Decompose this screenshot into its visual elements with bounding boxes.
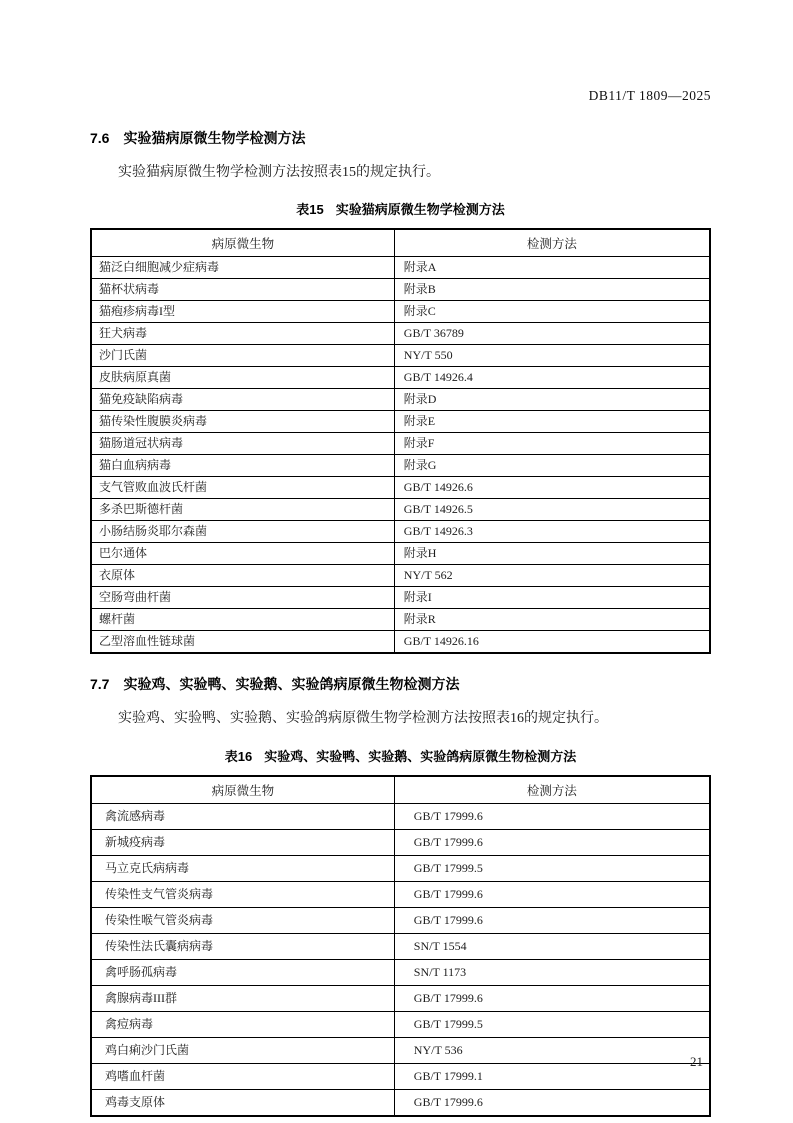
method-cell: NY/T 562 xyxy=(394,565,710,587)
table-row xyxy=(91,257,710,279)
table-row xyxy=(91,345,710,367)
pathogen-cell: 空肠弯曲杆菌 xyxy=(91,587,394,609)
pathogen-cell: 猫传染性腹膜炎病毒 xyxy=(91,411,394,433)
table-row xyxy=(91,565,710,587)
method-cell: 附录C xyxy=(394,301,710,323)
section-7-7-paragraph: 实验鸡、实验鸭、实验鹅、实验鸽病原微生物学检测方法按照表16的规定执行。 xyxy=(118,711,608,727)
column-header-pathogen: 病原微生物 xyxy=(91,776,394,804)
pathogen-cell: 猫免疫缺陷病毒 xyxy=(91,389,394,411)
section-7-6-heading xyxy=(90,128,711,148)
table-caption-label: 表16 xyxy=(224,748,253,764)
table-header-row xyxy=(91,776,710,804)
method-cell: GB/T 14926.5 xyxy=(394,499,710,521)
pathogen-cell: 禽流感病毒 xyxy=(91,803,394,829)
table-15-caption xyxy=(90,199,711,218)
pathogen-cell: 支气管败血波氏杆菌 xyxy=(91,477,394,499)
table-row xyxy=(91,587,710,609)
pathogen-cell: 禽腺病毒III群 xyxy=(91,985,394,1011)
table-row xyxy=(91,433,710,455)
table-row xyxy=(91,829,710,855)
table-row xyxy=(91,959,710,985)
pathogen-cell: 鸡嗜血杆菌 xyxy=(91,1063,394,1089)
method-cell: SN/T 1173 xyxy=(394,959,710,985)
table-row xyxy=(91,411,710,433)
table-row xyxy=(91,881,710,907)
table-row xyxy=(91,455,710,477)
table-caption-title: 实验猫病原微生物学检测方法 xyxy=(335,202,505,218)
pathogen-cell: 巴尔通体 xyxy=(91,543,394,565)
pathogen-cell: 传染性喉气管炎病毒 xyxy=(91,907,394,933)
table-row xyxy=(91,323,710,345)
table-caption-title: 实验鸡、实验鸭、实验鹅、实验鸽病原微生物检测方法 xyxy=(264,748,577,764)
method-cell: GB/T 17999.6 xyxy=(394,829,710,855)
method-cell: GB/T 17999.5 xyxy=(394,1011,710,1037)
section-number: 7.6 xyxy=(90,130,110,146)
column-header-method: 检测方法 xyxy=(394,229,710,257)
table-header-row xyxy=(91,229,710,257)
method-cell: GB/T 17999.6 xyxy=(394,1089,710,1116)
table-16-caption xyxy=(90,746,711,765)
pathogen-cell: 衣原体 xyxy=(91,565,394,587)
table-row xyxy=(91,907,710,933)
table-row xyxy=(91,855,710,881)
pathogen-cell: 狂犬病毒 xyxy=(91,323,394,345)
method-cell: GB/T 14926.6 xyxy=(394,477,710,499)
method-cell: GB/T 17999.5 xyxy=(394,855,710,881)
pathogen-cell: 传染性支气管炎病毒 xyxy=(91,881,394,907)
pathogen-cell: 多杀巴斯德杆菌 xyxy=(91,499,394,521)
pathogen-cell: 猫杯状病毒 xyxy=(91,279,394,301)
pathogen-cell: 乙型溶血性链球菌 xyxy=(91,631,394,654)
method-cell: 附录F xyxy=(394,433,710,455)
method-cell: 附录A xyxy=(394,257,710,279)
method-cell: GB/T 17999.6 xyxy=(394,803,710,829)
method-cell: NY/T 536 xyxy=(394,1037,710,1063)
method-cell: 附录G xyxy=(394,455,710,477)
table-15 xyxy=(90,228,711,654)
section-title: 实验猫病原微生物学检测方法 xyxy=(123,130,306,146)
table-row xyxy=(91,985,710,1011)
method-cell: 附录R xyxy=(394,609,710,631)
section-7-7-heading xyxy=(90,674,711,694)
table-row xyxy=(91,301,710,323)
table-row xyxy=(91,367,710,389)
method-cell: 附录D xyxy=(394,389,710,411)
method-cell: GB/T 36789 xyxy=(394,323,710,345)
pathogen-cell: 猫泛白细胞减少症病毒 xyxy=(91,257,394,279)
method-cell: GB/T 14926.3 xyxy=(394,521,710,543)
method-cell: GB/T 14926.16 xyxy=(394,631,710,654)
pathogen-cell: 禽呼肠孤病毒 xyxy=(91,959,394,985)
table-row xyxy=(91,499,710,521)
pathogen-cell: 传染性法氏囊病病毒 xyxy=(91,933,394,959)
table-row xyxy=(91,477,710,499)
table-row xyxy=(91,1063,710,1089)
method-cell: NY/T 550 xyxy=(394,345,710,367)
pathogen-cell: 禽痘病毒 xyxy=(91,1011,394,1037)
method-cell: 附录H xyxy=(394,543,710,565)
section-7-6-paragraph: 实验猫病原微生物学检测方法按照表15的规定执行。 xyxy=(118,165,440,180)
method-cell: GB/T 17999.1 xyxy=(394,1063,710,1089)
pathogen-cell: 小肠结肠炎耶尔森菌 xyxy=(91,521,394,543)
method-cell: 附录E xyxy=(394,411,710,433)
table-row xyxy=(91,933,710,959)
table-row xyxy=(91,609,710,631)
pathogen-cell: 猫白血病病毒 xyxy=(91,455,394,477)
column-header-method: 检测方法 xyxy=(394,776,710,804)
section-number: 7.7 xyxy=(90,676,110,693)
table-caption-label: 表15 xyxy=(296,202,324,218)
standard-number-header: DB11/T 1809—2025 xyxy=(588,88,711,103)
pathogen-cell: 新城疫病毒 xyxy=(91,829,394,855)
table-row xyxy=(91,1089,710,1116)
table-row xyxy=(91,1011,710,1037)
section-title: 实验鸡、实验鸭、实验鹅、实验鸽病原微生物检测方法 xyxy=(123,676,460,693)
table-row xyxy=(91,1037,710,1063)
table-row xyxy=(91,521,710,543)
pathogen-cell: 沙门氏菌 xyxy=(91,345,394,367)
method-cell: 附录B xyxy=(394,279,710,301)
page-number: 21 xyxy=(690,1054,703,1069)
column-header-pathogen: 病原微生物 xyxy=(91,229,394,257)
method-cell: SN/T 1554 xyxy=(394,933,710,959)
pathogen-cell: 皮肤病原真菌 xyxy=(91,367,394,389)
pathogen-cell: 螺杆菌 xyxy=(91,609,394,631)
method-cell: GB/T 17999.6 xyxy=(394,881,710,907)
method-cell: GB/T 14926.4 xyxy=(394,367,710,389)
pathogen-cell: 鸡毒支原体 xyxy=(91,1089,394,1116)
pathogen-cell: 猫疱疹病毒I型 xyxy=(91,301,394,323)
method-cell: GB/T 17999.6 xyxy=(394,985,710,1011)
table-row xyxy=(91,389,710,411)
table-row xyxy=(91,631,710,654)
pathogen-cell: 马立克氏病病毒 xyxy=(91,855,394,881)
table-row xyxy=(91,279,710,301)
method-cell: 附录I xyxy=(394,587,710,609)
pathogen-cell: 鸡白痢沙门氏菌 xyxy=(91,1037,394,1063)
table-row xyxy=(91,543,710,565)
pathogen-cell: 猫肠道冠状病毒 xyxy=(91,433,394,455)
method-cell: GB/T 17999.6 xyxy=(394,907,710,933)
table-row xyxy=(91,803,710,829)
table-16 xyxy=(90,775,711,1117)
